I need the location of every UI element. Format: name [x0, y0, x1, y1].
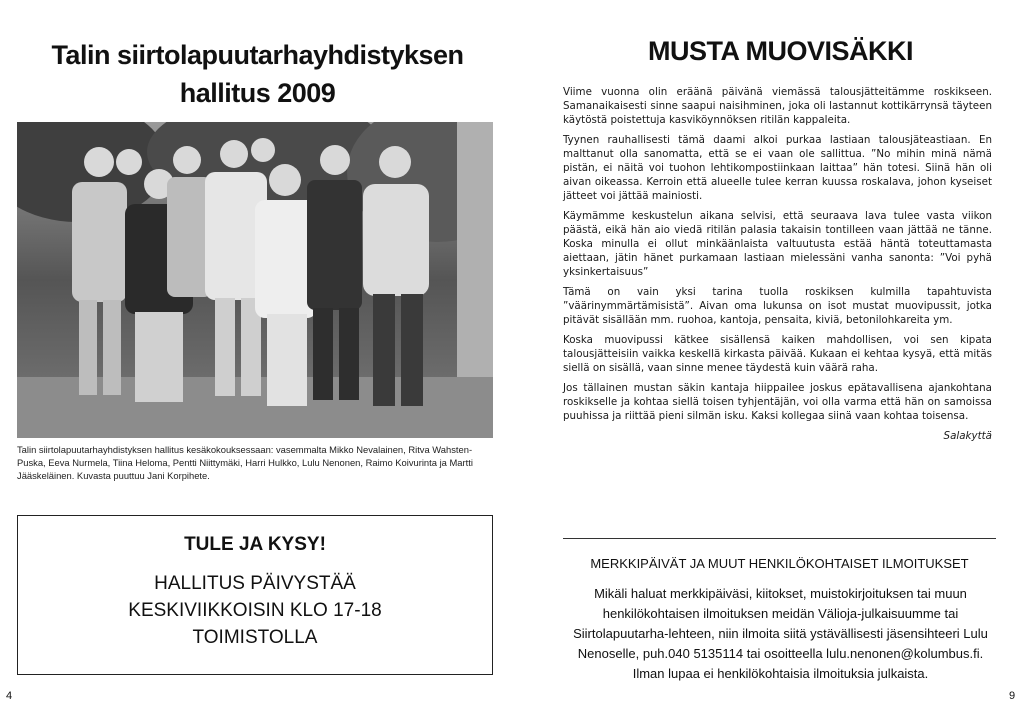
article-paragraph: Käymämme keskustelun aikana selvisi, että seuraava lava tulee vasta viikon päästä, eikä hän aio viedä ritilän palasia takaisin tontilleen vaan jättää ne tänne. Koska minulla ei ollut minkäänlaista valtuutusta estää häntä toteuttamasta aiettaan, jätin hänet purkamaan lastiaan mielessäni vanha sanonta: ”Voi pyhä yksinkertaisuus” — [563, 210, 992, 278]
article-signature: Salakyttä — [943, 430, 992, 442]
notice-line: Nenoselle, puh.040 5135114 tai osoitteella lulu.nenonen@kolumbus.fi. — [577, 646, 984, 661]
article-paragraph: Tämä on vain yksi tarina tuolla roskiksen kulmilla tapahtuvista ”väärinymmärtämisistä”. Aivan oma lukunsa on isot mustat muovipussit, jotka pitävät sisällään mm. ruohoa, kantoja, pensaita, kiviä, betonilohkareita ym. — [563, 286, 992, 326]
section-divider — [563, 538, 996, 539]
left-page-title — [20, 36, 495, 112]
notice-line: Siirtolapuutarha-lehteen, niin ilmoita siitä ystävällisesti jäsensihteeri Lulu — [573, 626, 988, 641]
notice-heading: MERKKIPÄIVÄT JA MUUT HENKILÖKOHTAISET ILMOITUKSET — [590, 556, 969, 571]
office-hours-line-3: TOIMISTOLLA — [192, 627, 318, 648]
notice-line: Ilman lupaa ei henkilökohtaisia ilmoituksia julkaista. — [632, 666, 929, 681]
office-hours-box — [17, 515, 493, 675]
office-hours-heading: TULE JA KYSY! — [184, 534, 326, 555]
article-body — [563, 85, 992, 443]
page-number-left: 4 — [6, 690, 13, 702]
article-title: MUSTA MUOVISÄKKI — [648, 36, 913, 66]
article-paragraph: Tyynen rauhallisesti tämä daami alkoi purkaa lastiaan talousjäteastiaan. En malttanut olla sanomatta, että se ei vaan ole sallittua. ”No mihin minä nämä pistän, ei näitä voi tuohon lehtikompostiinkaan laittaa” hän totesi. Siinä hän oli aivan oikeassa. Kerroin että alueelle tulee kerran kuussa roskalava, johon kyseiset jätteet voi jättää mainiosti. — [563, 134, 992, 202]
notice-line: henkilökohtaisen ilmoituksen meidän Välioja-julkaisuumme tai — [602, 606, 959, 621]
page-number-right: 9 — [1009, 690, 1016, 702]
office-hours-line-2: KESKIVIIKKOISIN KLO 17-18 — [128, 600, 382, 621]
left-title-line-2: hallitus 2009 — [179, 78, 336, 108]
article-paragraph: Koska muovipussi kätkee sisällensä kaiken mahdollisen, voi sen kipata talousjätteisiin vaikka keskellä kirkasta päivää. Kukaan ei kehtaa kysyä, että mitäs siellä on sisällä, vaan sinne menee täydestä kuin väärä raha. — [563, 334, 992, 374]
left-title-line-1: Talin siirtolapuutarhayhdistyksen — [51, 40, 464, 70]
notice-body — [568, 584, 993, 684]
office-hours-text — [18, 570, 492, 651]
article-paragraph: Viime vuonna olin eräänä päivänä viemässä talousjätteitämme roskikseen. Samanaikaisesti sinne saapui naisihminen, joka oli lastannut kottikärrynsä täyteen käytöstä poistettuja kasviköynnöksen ritilän kappaleita. — [563, 86, 992, 126]
article-paragraph: Jos tällainen mustan säkin kantaja hiippailee joskus epätavallisena ajankohtana roskikselle ja kohtaa siellä toisen tyhjentäjän, voi olla varma että hän on samoissa puuhissa ja riittää pieni silmän isku. Kaksi kollegaa siinä vaan kohtaa toisensa. — [563, 382, 992, 422]
office-hours-line-1: HALLITUS PÄIVYSTÄÄ — [154, 573, 356, 594]
photo-caption: Talin siirtolapuutarhayhdistyksen hallitus kesäkokouksessaan: vasemmalta Mikko Nevalainen, Ritva Wahsten-Puska, Eeva Nurmela, Tiina Heloma, Pentti Niittymäki, Harri Hulkko, Lulu Nenonen, Raimo Koivurinta ja Martti Jääskeläinen. Kuvasta puuttuu Jani Korpihete. — [17, 444, 473, 481]
group-photo — [17, 122, 493, 438]
notice-line: Mikäli haluat merkkipäiväsi, kiitokset, muistokirjoituksen tai muun — [594, 586, 967, 601]
